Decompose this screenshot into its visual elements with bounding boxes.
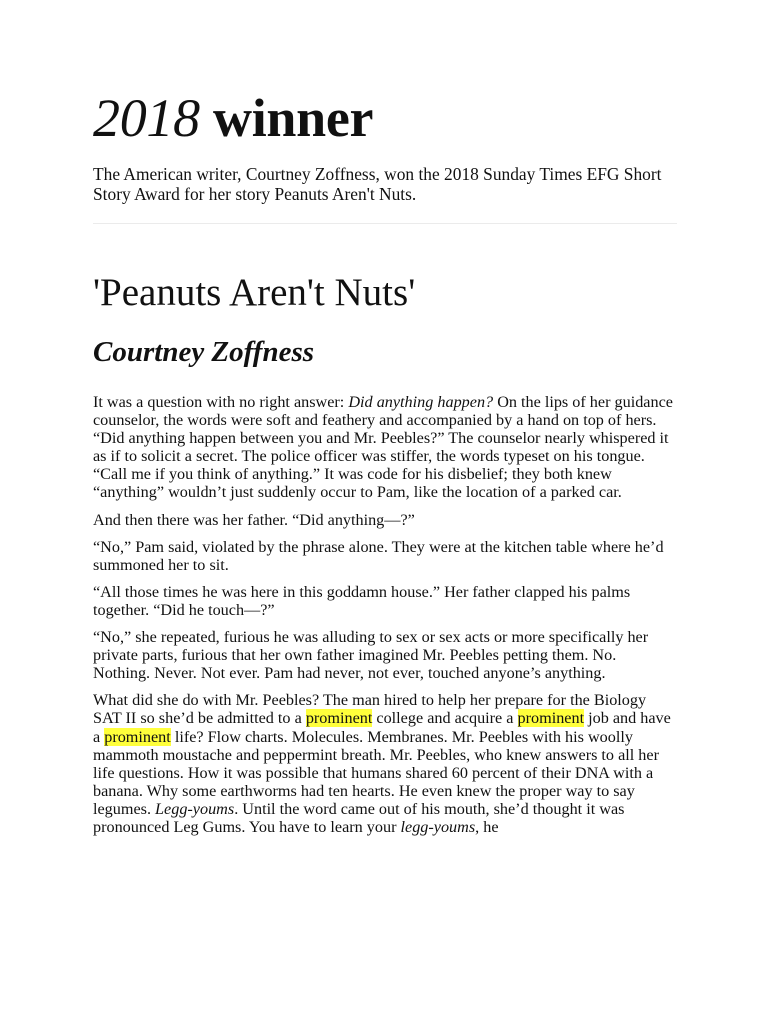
paragraph-2: And then there was her father. “Did anything—?”: [93, 510, 415, 529]
title-year: 2018: [93, 88, 200, 148]
paragraph-3: “No,” Pam said, violated by the phrase alone. They were at the kitchen table where he’d summoned her to sit.: [93, 537, 664, 574]
author-name: Courtney Zoffness: [93, 336, 315, 368]
story-title: 'Peanuts Aren't Nuts': [93, 271, 416, 314]
highlight-prominent-3: prominent: [104, 727, 171, 746]
p6-text-a: What did she do with Mr. Peebles? The man hired to help her prepare for the Biology SAT II so she’d be admitted to a: [93, 691, 647, 728]
paragraph-6: [93, 691, 677, 836]
paragraph-5: “No,” she repeated, furious he was alluding to sex or sex acts or more specifically her private parts, furious that her own father imagined Mr. Peebles petting them. No. Nothing. Never. Not ever. Pam had never, not ever, touched anyone’s anything.: [93, 628, 649, 683]
article: [93, 0, 677, 845]
paragraph-1: [93, 393, 677, 502]
highlight-prominent-1: prominent: [305, 709, 373, 728]
page-title: [93, 0, 677, 150]
intro-text: The American writer, Courtney Zoffness, won the 2018 Sunday Times EFG Short Story Award for her story Peanuts Aren't Nuts.: [93, 164, 662, 204]
p1-text-c: On the lips of her guidance counselor, the words were soft and feathery and accompanied by a hand on top of hers. “Did anything happen between you and Mr. Peebles?” The counselor nearly whispered it as if to solicit a secret. The police officer was stiffer, the words typeset on his tongue. “Call me if you think of anything.” It was code for his disbelief; they both knew “anything” wouldn’t just suddenly occur to Pam, like the location of a parked car.: [93, 393, 673, 502]
p6-text-d: life? Flow charts. Molecules. Membranes. Mr. Peebles with his woolly mammoth moustache and peppermint breath. Mr. Peebles, who knew answers to all her life questions. How it was possible that humans shared 60 percent of their DNA with a banana. Why some earthworms had ten hearts. He even knew the proper way to say legumes.: [93, 727, 659, 818]
p1-italic: Did anything happen?: [348, 393, 494, 411]
p6-italic-1: Legg-youms: [155, 799, 235, 818]
p6-text-f: . Until the word came out of his mouth, she’d thought it was pronounced Leg Gums. You have to learn your: [93, 799, 625, 836]
p6-italic-2: legg-youms: [400, 817, 476, 836]
p1-text-a: It was a question with no right answer:: [93, 393, 349, 411]
divider: [93, 223, 677, 224]
highlight-prominent-2: prominent: [517, 709, 585, 728]
title-winner: winner: [199, 88, 374, 148]
p6-text-h: , he: [475, 817, 499, 836]
p6-text-b: college and acquire a: [372, 709, 518, 728]
paragraph-4: “All those times he was here in this goddamn house.” Her father clapped his palms together. “Did he touch—?”: [93, 582, 631, 619]
p6-text-c: job and have a: [93, 709, 671, 746]
story-body: [93, 393, 677, 836]
